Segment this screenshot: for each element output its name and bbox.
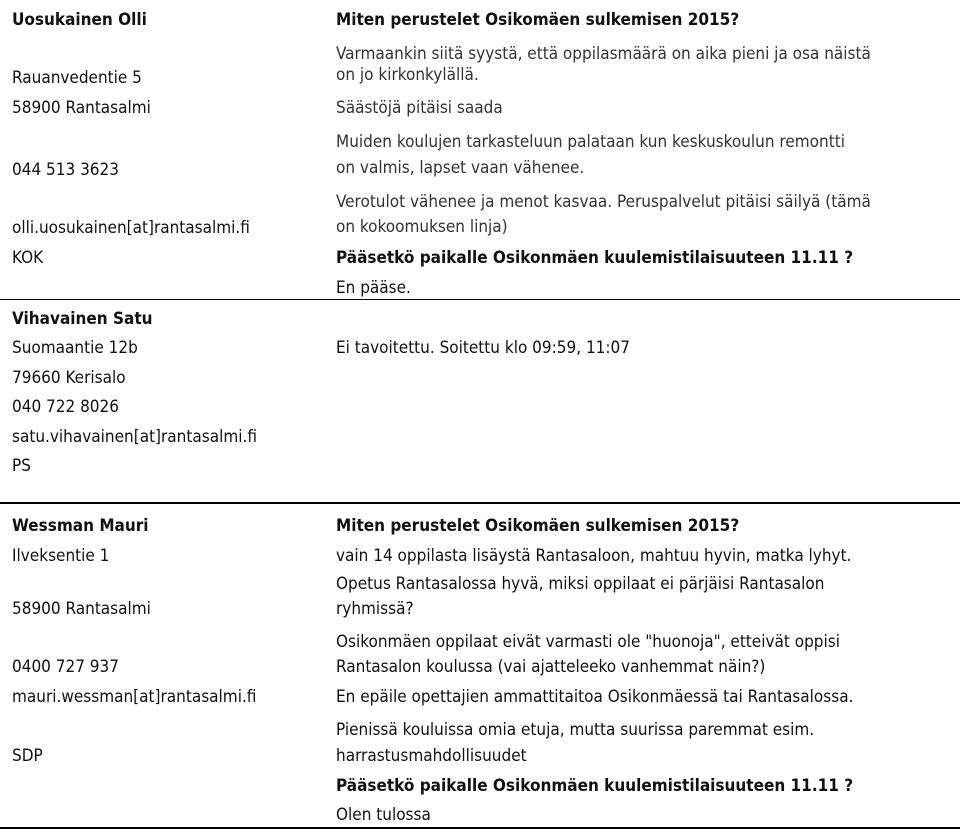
row-divider xyxy=(0,299,960,300)
candidate-party: KOK xyxy=(12,248,44,268)
question-hearing: Pääsetkö paikalle Osikonmäen kuulemistilaisuuteen 11.11 ? xyxy=(336,248,854,268)
answer-line: on valmis, lapset vaan vähenee. xyxy=(336,158,585,178)
answer-line: Säästöjä pitäisi saada xyxy=(336,98,503,118)
candidate-phone: 040 722 8026 xyxy=(12,397,119,417)
candidate-address: Ilveksentie 1 xyxy=(12,546,110,566)
row-divider xyxy=(0,502,960,504)
answer-line: Verotulot vähenee ja menot kasvaa. Peruspalvelut pitäisi säilyä (tämä xyxy=(336,192,871,212)
contact-note: Ei tavoitettu. Soitettu klo 09:59, 11:07 xyxy=(336,338,631,358)
answer-line: harrastusmahdollisuudet xyxy=(336,746,527,766)
question-closing: Miten perustelet Osikomäen sulkemisen 2015? xyxy=(336,10,740,30)
answer-hearing: Olen tulossa xyxy=(336,805,431,825)
candidate-postal: 79660 Kerisalo xyxy=(12,368,126,388)
answer-line: Pienissä kouluissa omia etuja, mutta suurissa paremmat esim. xyxy=(336,720,815,740)
answer-line: En epäile opettajien ammattitaitoa Osikonmäessä tai Rantasalossa. xyxy=(336,687,854,707)
row-divider xyxy=(0,827,960,829)
answer-line: Osikonmäen oppilaat eivät varmasti ole "huonoja", etteivät oppisi xyxy=(336,632,840,652)
candidate-party: SDP xyxy=(12,746,43,766)
answer-line: Rantasalon koulussa (vai ajatteleeko vanhemmat näin?) xyxy=(336,657,766,677)
candidate-name: Uosukainen Olli xyxy=(12,10,147,30)
candidate-address: Suomaantie 12b xyxy=(12,338,138,358)
candidate-email: satu.vihavainen[at]rantasalmi.fi xyxy=(12,427,257,447)
candidate-phone: 044 513 3623 xyxy=(12,160,119,180)
answer-line: Opetus Rantasalossa hyvä, miksi oppilaat ei pärjäisi Rantasalon xyxy=(336,574,825,594)
answer-line: ryhmissä? xyxy=(336,599,414,619)
answer-line: on jo kirkonkylällä. xyxy=(336,65,479,85)
answer-line: vain 14 oppilasta lisäystä Rantasaloon, mahtuu hyvin, matka lyhyt. xyxy=(336,546,852,566)
answer-line: on kokoomuksen linja) xyxy=(336,217,508,237)
candidate-email: mauri.wessman[at]rantasalmi.fi xyxy=(12,687,257,707)
candidate-party: PS xyxy=(12,456,31,476)
question-closing: Miten perustelet Osikomäen sulkemisen 2015? xyxy=(336,516,740,536)
answer-line: Muiden koulujen tarkasteluun palataan kun keskuskoulun remontti xyxy=(336,132,845,152)
answer-line: Varmaankin siitä syystä, että oppilasmäärä on aika pieni ja osa näistä xyxy=(336,44,871,64)
answer-hearing: En pääse. xyxy=(336,278,411,298)
candidate-phone: 0400 727 937 xyxy=(12,657,119,677)
question-hearing: Pääsetkö paikalle Osikonmäen kuulemistilaisuuteen 11.11 ? xyxy=(336,776,854,796)
candidate-name: Wessman Mauri xyxy=(12,516,149,536)
candidate-email: olli.uosukainen[at]rantasalmi.fi xyxy=(12,218,250,238)
candidate-name: Vihavainen Satu xyxy=(12,309,153,329)
candidate-postal: 58900 Rantasalmi xyxy=(12,98,151,118)
candidate-postal: 58900 Rantasalmi xyxy=(12,599,151,619)
candidate-address: Rauanvedentie 5 xyxy=(12,68,142,88)
